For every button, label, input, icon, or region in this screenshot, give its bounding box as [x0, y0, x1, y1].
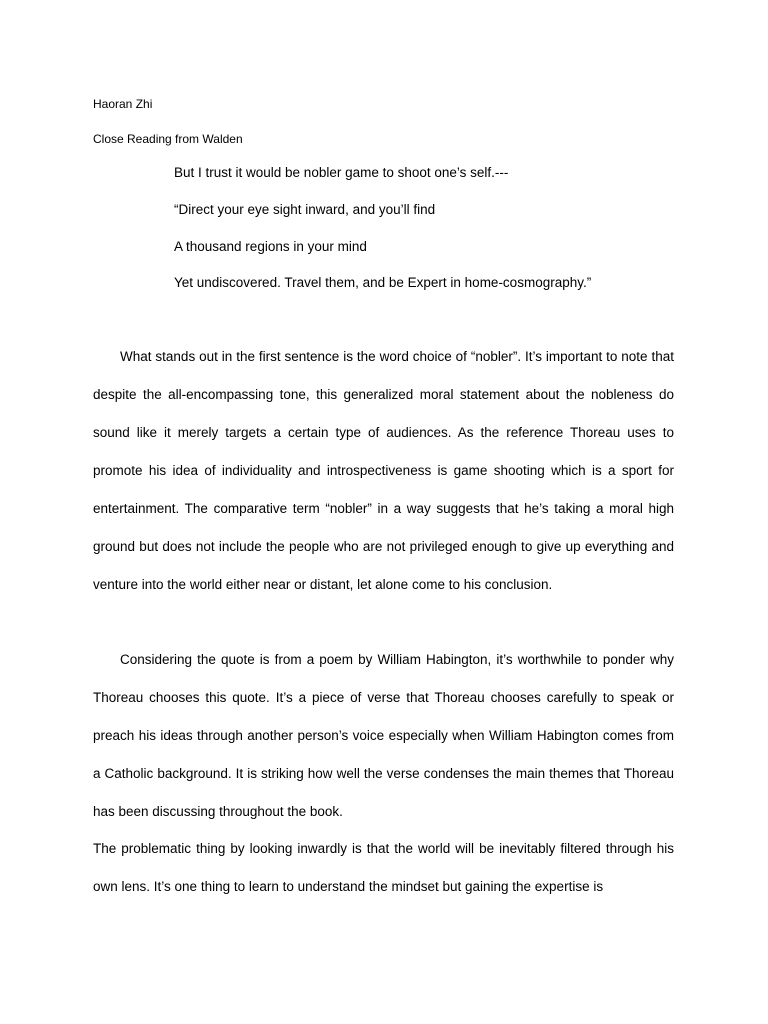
body-paragraph: The problematic thing by looking inwardly is that the world will be inevitably filtered through his own lens. It’s one thing to learn to understand the mindset but gaining the expertise is — [93, 841, 674, 894]
quote-line: A thousand regions in your mind — [174, 238, 367, 254]
quote-line: But I trust it would be nobler game to shoot one’s self.--- — [174, 165, 509, 180]
body-paragraph: What stands out in the first sentence is the word choice of “nobler”. It’s important to note that despite the all-encompassing tone, this generalized moral statement about the nobleness do sound like it merely targets a certain type of audiences. As the reference Thoreau uses to promote his idea of individuality and introspectiveness is game shooting which is a sport for entertainment. The comparative term “nobler” in a way suggests that he’s taking a moral high ground but does not include the people who are not privileged enough to give up everything and venture into the world either near or distant, let alone come to his conclusion. — [93, 349, 674, 592]
epigraph-quote — [174, 163, 591, 310]
quote-line: Yet undiscovered. Travel them, and be Expert in home-cosmography.” — [174, 275, 592, 291]
document-title: Close Reading from Walden — [93, 132, 243, 146]
quote-line: “Direct your eye sight inward, and you’ll find — [174, 201, 436, 217]
body-paragraph: Considering the quote is from a poem by William Habington, it’s worthwhile to ponder why Thoreau chooses this quote. It’s a piece of verse that Thoreau chooses carefully to speak or preach his ideas through another person’s voice especially when William Habington comes from a Catholic background. It is striking how well the verse condenses the main themes that Thoreau has been discussing throughout the book. — [93, 652, 674, 819]
author-name: Haoran Zhi — [93, 97, 153, 111]
